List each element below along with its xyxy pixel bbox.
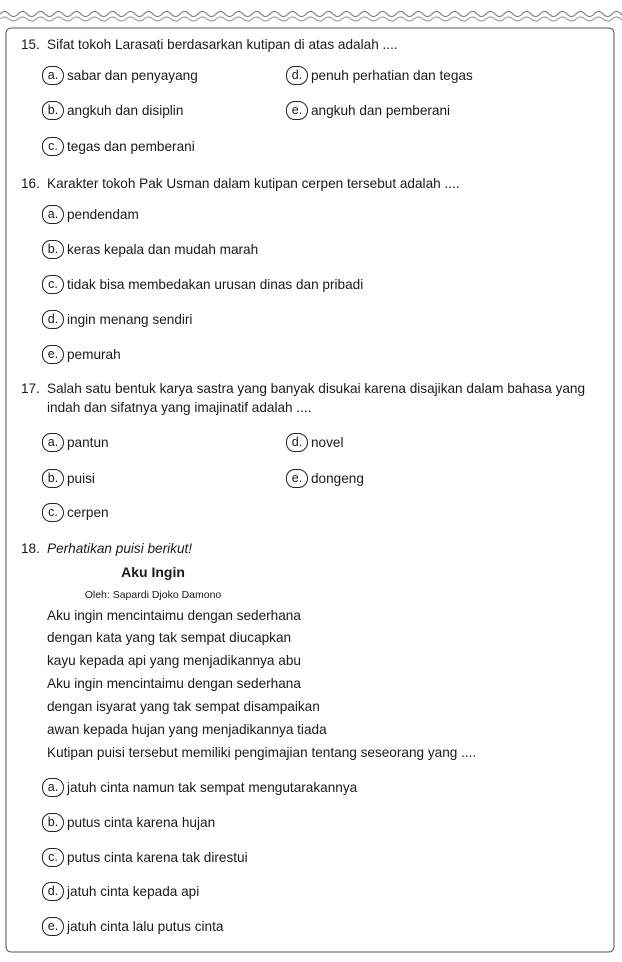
- option-text: penuh perhatian dan tegas: [311, 67, 473, 83]
- option-17b[interactable]: [42, 466, 95, 490]
- option-key: d.: [286, 433, 308, 452]
- question-number: 18.: [21, 541, 40, 556]
- option-key: d.: [42, 310, 64, 329]
- option-text: novel: [311, 434, 344, 450]
- question-number: 15.: [21, 37, 40, 52]
- poem-line: dengan isyarat yang tak sempat disampaikan: [47, 699, 320, 714]
- question-text: Sifat tokoh Larasati berdasarkan kutipan di atas adalah ....: [47, 37, 398, 52]
- option-key: c.: [42, 848, 64, 867]
- option-key: d.: [286, 66, 308, 85]
- option-text: putus cinta karena tak direstui: [67, 849, 248, 865]
- option-key: b.: [42, 240, 64, 259]
- option-16d[interactable]: [42, 307, 192, 331]
- option-text: putus cinta karena hujan: [67, 814, 216, 830]
- option-17e[interactable]: [286, 466, 364, 490]
- option-16e[interactable]: [42, 342, 121, 366]
- option-15c[interactable]: [42, 134, 195, 158]
- option-18b[interactable]: [42, 810, 215, 834]
- option-15a[interactable]: [42, 63, 198, 87]
- option-16c[interactable]: [42, 272, 363, 296]
- poem-line: Aku ingin mencintaimu dengan sederhana: [47, 676, 301, 691]
- option-text: puisi: [67, 470, 95, 486]
- question-16: [21, 175, 460, 193]
- option-18c[interactable]: [42, 845, 248, 869]
- question-18: [21, 540, 192, 558]
- option-key: c.: [42, 275, 64, 294]
- option-text: jatuh cinta lalu putus cinta: [67, 918, 224, 934]
- option-16a[interactable]: [42, 202, 139, 226]
- option-key: e.: [42, 917, 64, 936]
- option-key: a.: [42, 205, 64, 224]
- question-number: 16.: [21, 176, 40, 191]
- option-text: sabar dan penyayang: [67, 67, 198, 83]
- option-text: angkuh dan pemberani: [311, 102, 451, 118]
- option-key: a.: [42, 66, 64, 85]
- option-key: a.: [42, 778, 64, 797]
- option-text: jatuh cinta namun tak sempat mengutarakannya: [67, 779, 358, 795]
- question-text-cont: indah dan sifatnya yang imajinatif adalah ....: [47, 400, 312, 415]
- option-text: tegas dan pemberani: [67, 138, 195, 154]
- option-text: ingin menang sendiri: [67, 311, 193, 327]
- option-key: e.: [286, 469, 308, 488]
- option-text: keras kepala dan mudah marah: [67, 241, 259, 257]
- option-17d[interactable]: [286, 430, 344, 454]
- option-text: jatuh cinta kepada api: [67, 883, 200, 899]
- poem-line: awan kepada hujan yang menjadikannya tiada: [47, 722, 327, 737]
- option-18d[interactable]: [42, 879, 199, 903]
- option-text: pemurah: [67, 346, 121, 362]
- option-text: tidak bisa membedakan urusan dinas dan pribadi: [67, 276, 364, 292]
- question-text: Kutipan puisi tersebut memiliki pengimajian tentang seseorang yang ....: [47, 745, 477, 760]
- poem-line: dengan kata yang tak sempat diucapkan: [47, 630, 292, 645]
- option-17a[interactable]: [42, 430, 109, 454]
- option-15e[interactable]: [286, 98, 450, 122]
- question-text: Karakter tokoh Pak Usman dalam kutipan cerpen tersebut adalah ....: [47, 176, 460, 191]
- option-16b[interactable]: [42, 237, 258, 261]
- option-key: c.: [42, 137, 64, 156]
- poem-line: Aku ingin mencintaimu dengan sederhana: [47, 608, 301, 623]
- question-instruction: Perhatikan puisi berikut!: [47, 541, 193, 556]
- poem-line: kayu kepada api yang menjadikannya abu: [47, 653, 301, 668]
- option-text: pantun: [67, 434, 109, 450]
- option-key: e.: [42, 345, 64, 364]
- poem-title: Aku Ingin: [121, 564, 185, 580]
- option-text: dongeng: [311, 470, 364, 486]
- option-17c[interactable]: [42, 500, 109, 524]
- option-key: b.: [42, 101, 64, 120]
- option-text: angkuh dan disiplin: [67, 102, 184, 118]
- poem-author: Oleh: Sapardi Djoko Damono: [84, 589, 222, 601]
- option-key: a.: [42, 433, 64, 452]
- option-15b[interactable]: [42, 98, 183, 122]
- option-text: cerpen: [67, 504, 109, 520]
- option-key: c.: [42, 503, 64, 522]
- option-key: b.: [42, 469, 64, 488]
- option-15d[interactable]: [286, 63, 473, 87]
- option-18e[interactable]: [42, 914, 223, 938]
- question-text: Salah satu bentuk karya sastra yang banyak disukai karena disajikan dalam bahasa yang: [47, 381, 586, 396]
- question-15: [21, 36, 398, 54]
- option-key: b.: [42, 813, 64, 832]
- option-text: pendendam: [67, 206, 139, 222]
- option-18a[interactable]: [42, 775, 357, 799]
- option-key: e.: [286, 101, 308, 120]
- question-number: 17.: [21, 381, 40, 396]
- question-17: [21, 380, 585, 398]
- option-key: d.: [42, 882, 64, 901]
